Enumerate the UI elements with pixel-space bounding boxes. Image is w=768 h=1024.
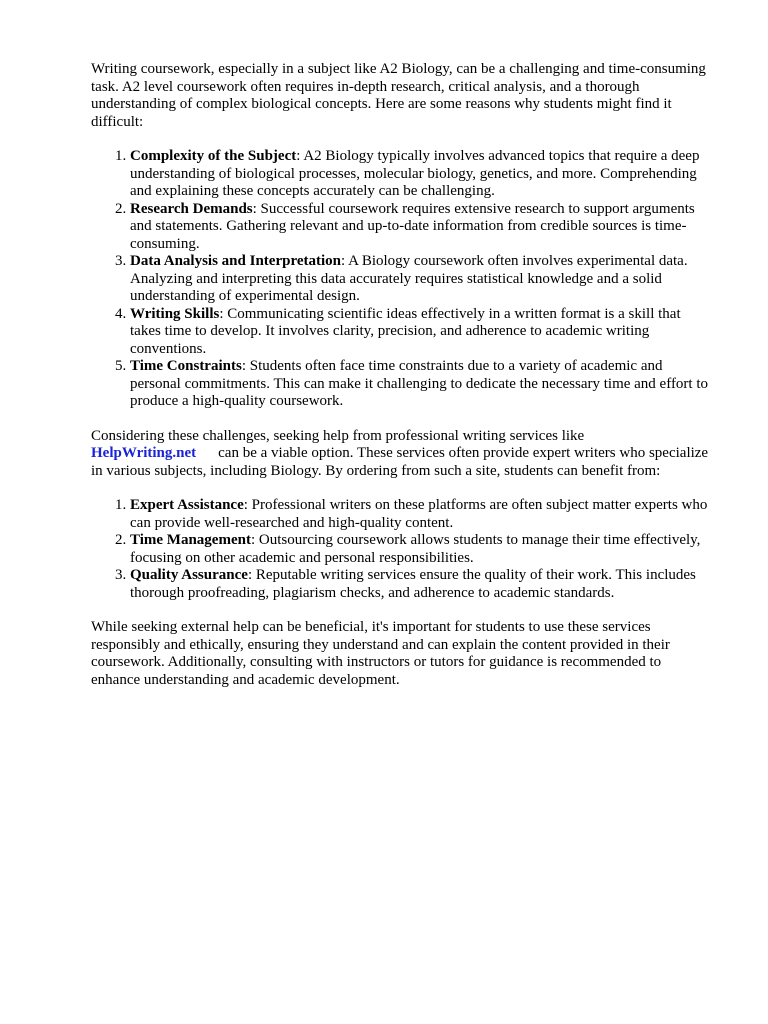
helpwriting-link[interactable]: HelpWriting.net — [91, 445, 197, 461]
list-item — [130, 253, 710, 306]
list-item-text: : A2 Biology typically involves advanced topics that require a deep understanding of biological processes, molecular biology, genetics, and more. Comprehending and explaining these concepts accurately can be challenging. — [130, 148, 700, 199]
list-item-term: Writing Skills — [130, 305, 220, 322]
intro-paragraph: Writing coursework, especially in a subject like A2 Biology, can be a challenging and time-consuming task. A2 level coursework often requires in-depth research, critical analysis, and a thorough understanding of complex biological concepts. Here are some reasons why students might find it difficult: — [91, 61, 706, 130]
list-item-term: Expert Assistance — [130, 497, 244, 513]
list-item-term: Quality Assurance — [130, 567, 248, 583]
considering-text-after: can be a viable option. These services often provide expert writers who specialize in various subjects, including Biology. By ordering from such a site, students can benefit from: — [91, 445, 709, 479]
list-item-text: : Students often face time constraints due to a variety of academic and personal commitments. This can make it challenging to dedicate the necessary time and effort to produce a high-quality coursework. — [130, 358, 709, 409]
considering-paragraph — [91, 428, 710, 481]
list-item — [130, 148, 710, 201]
list-item-text: : Professional writers on these platforms are often subject matter experts who can provide well-researched and high-quality content. — [130, 497, 708, 531]
list-item — [130, 497, 710, 532]
list-item-text: : Successful coursework requires extensive research to support arguments and statements. Gathering relevant and up-to-date information from credible sources is time-consuming. — [130, 200, 695, 252]
list-item-term: Time Management — [130, 532, 251, 548]
list-item-text: : Reputable writing services ensure the quality of their work. This includes thorough proofreading, plagiarism checks, and adherence to academic standards. — [130, 567, 696, 601]
benefits-list — [91, 497, 710, 602]
list-item-text: : Outsourcing coursework allows students to manage their time effectively, focusing on other academic and personal responsibilities. — [130, 532, 701, 566]
list-item — [130, 306, 710, 359]
list-item — [130, 201, 710, 254]
list-item-term: Data Analysis and Interpretation — [130, 253, 341, 269]
list-item-term: Research Demands — [130, 200, 253, 217]
list-item-text: : Communicating scientific ideas effectively in a written format is a skill that takes time to develop. It involves clarity, precision, and adherence to academic writing conventions. — [130, 305, 681, 357]
list-item — [130, 567, 710, 602]
list-item-text: : A Biology coursework often involves experimental data. Analyzing and interpreting this data accurately requires statistical knowledge and a solid understanding of experimental design. — [130, 253, 688, 304]
reasons-list — [91, 148, 710, 411]
list-item — [130, 532, 710, 567]
list-item-term: Time Constraints — [130, 358, 242, 374]
closing-paragraph: While seeking external help can be beneficial, it's important for students to use these services responsibly and ethically, ensuring they understand and can explain the content provided in their coursework. Additionally, consulting with instructors or tutors for guidance is recommended to enhance understanding and academic development. — [91, 619, 670, 688]
list-item-term: Complexity of the Subject — [130, 148, 297, 164]
considering-text-before: Considering these challenges, seeking help from professional writing services like — [91, 427, 585, 444]
list-item — [130, 358, 710, 411]
